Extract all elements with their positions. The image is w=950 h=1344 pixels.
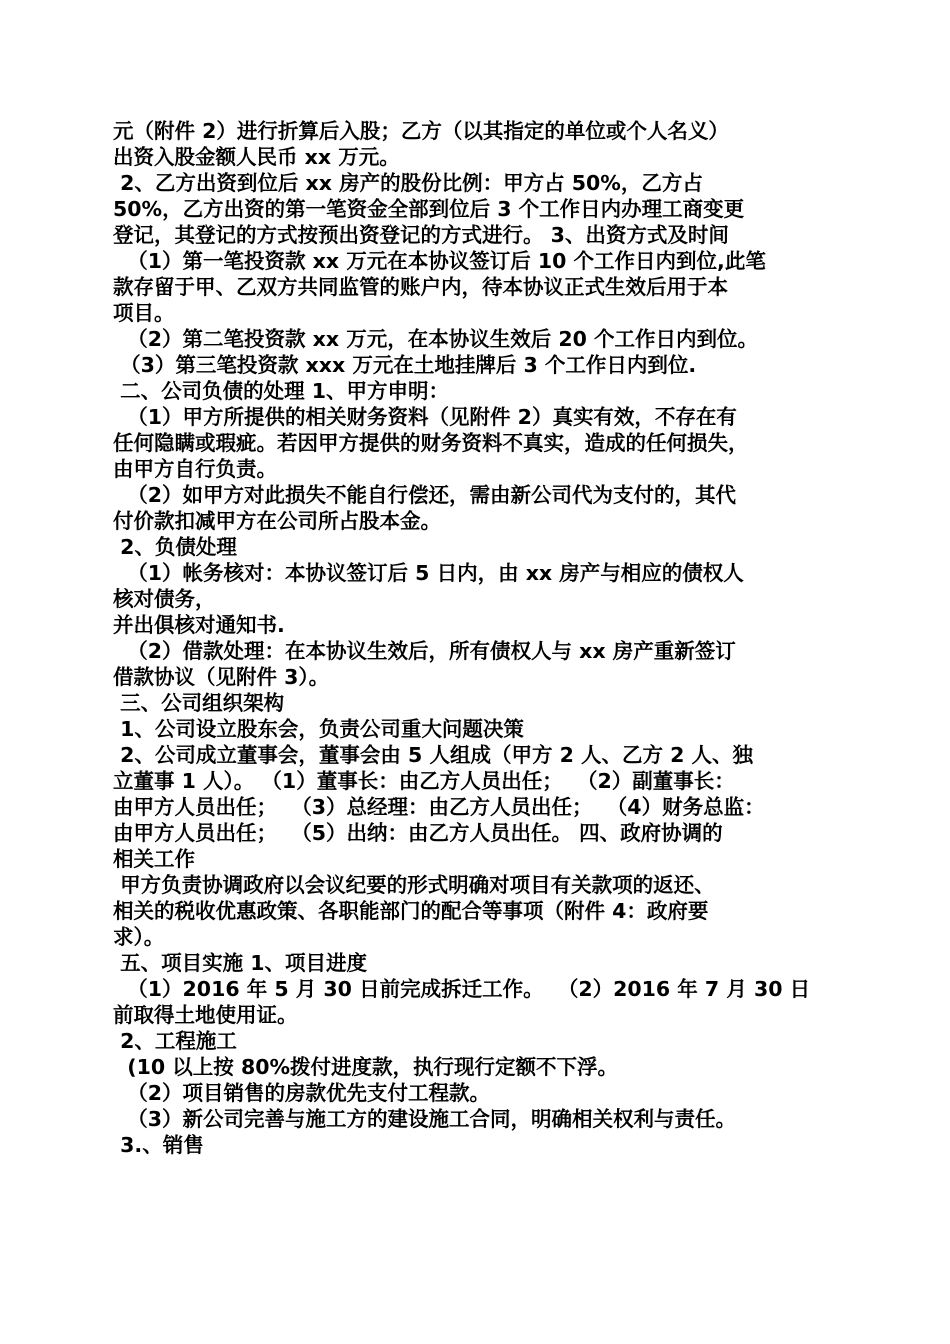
text-line: （3）第三笔投资款 xxx 万元在土地挂牌后 3 个工作日内到位. <box>113 353 697 377</box>
text-line: 2、乙方出资到位后 xx 房产的股份比例：甲方占 50%，乙方占 <box>113 171 703 195</box>
text-line: 二、公司负债的处理 1、甲方申明： <box>113 379 450 403</box>
text-line: 登记，其登记的方式按预出资登记的方式进行。 3、出资方式及时间 <box>113 223 729 247</box>
text-line: （2）借款处理：在本协议生效后，所有债权人与 xx 房产重新签订 <box>113 639 736 663</box>
text-line: 2、负债处理 <box>113 535 237 559</box>
text-line: 2、工程施工 <box>113 1029 237 1053</box>
text-line: 五、项目实施 1、项目进度 <box>113 951 368 975</box>
text-line: 50%，乙方出资的第一笔资金全部到位后 3 个工作日内办理工商变更 <box>113 197 745 221</box>
text-line: 2、公司成立董事会，董事会由 5 人组成（甲方 2 人、乙方 2 人、独 <box>113 743 754 767</box>
text-line: 由甲方人员出任； （5）出纳：由乙方人员出任。 四、政府协调的 <box>113 821 723 845</box>
text-line: （1）第一笔投资款 xx 万元在本协议签订后 10 个工作日内到位,此笔 <box>113 249 766 273</box>
text-line: 付价款扣减甲方在公司所占股本金。 <box>113 509 441 533</box>
text-line: （2）如甲方对此损失不能自行偿还，需由新公司代为支付的，其代 <box>113 483 737 507</box>
document-body <box>113 118 843 1158</box>
text-line: （1）甲方所提供的相关财务资料（见附件 2）真实有效，不存在有 <box>113 405 737 429</box>
text-line: 项目。 <box>113 301 175 325</box>
text-line: 借款协议（见附件 3）。 <box>113 665 330 689</box>
text-line: 任何隐瞒或瑕疵。若因甲方提供的财务资料不真实，造成的任何损失， <box>113 431 749 455</box>
text-line: 相关的税收优惠政策、各职能部门的配合等事项（附件 4：政府要 <box>113 899 709 923</box>
text-line: 前取得土地使用证。 <box>113 1003 298 1027</box>
text-line: （2）项目销售的房款优先支付工程款。 <box>113 1081 491 1105</box>
text-line: 甲方负责协调政府以会议纪要的形式明确对项目有关款项的返还、 <box>113 873 715 897</box>
text-line: （1）帐务核对：本协议签订后 5 日内，由 xx 房产与相应的债权人 <box>113 561 744 585</box>
text-line: 款存留于甲、乙双方共同监管的账户内，待本协议正式生效后用于本 <box>113 275 728 299</box>
text-line: （1）2016 年 5 月 30 日前完成拆迁工作。 （2）2016 年 7 月 30 日 <box>113 977 811 1001</box>
text-line: 1、公司设立股东会，负责公司重大问题决策 <box>113 717 524 741</box>
text-line: 出资入股金额人民币 xx 万元。 <box>113 145 400 169</box>
text-line: 求）。 <box>113 925 165 949</box>
text-line: 核对债务， <box>113 587 216 611</box>
text-line: 3.、销售 <box>113 1133 204 1157</box>
text-line: 由甲方自行负责。 <box>113 457 277 481</box>
text-line: (10 以上按 80%拨付进度款，执行现行定额不下浮。 <box>113 1055 619 1079</box>
text-line: 立董事 1 人）。 （1）董事长：由乙方人员出任； （2）副董事长： <box>113 769 735 793</box>
text-line: （3）新公司完善与施工方的建设施工合同，明确相关权利与责任。 <box>113 1107 737 1131</box>
text-line: 元（附件 2）进行折算后入股；乙方（以其指定的单位或个人名义） <box>113 119 729 143</box>
text-line: 由甲方人员出任； （3）总经理：由乙方人员出任； （4）财务总监： <box>113 795 765 819</box>
text-line: 三、公司组织架构 <box>113 691 285 715</box>
text-line: 并出俱核对通知书. <box>113 613 285 637</box>
text-line: 相关工作 <box>113 847 195 871</box>
text-line: （2）第二笔投资款 xx 万元，在本协议生效后 20 个工作日内到位。 <box>113 327 759 351</box>
